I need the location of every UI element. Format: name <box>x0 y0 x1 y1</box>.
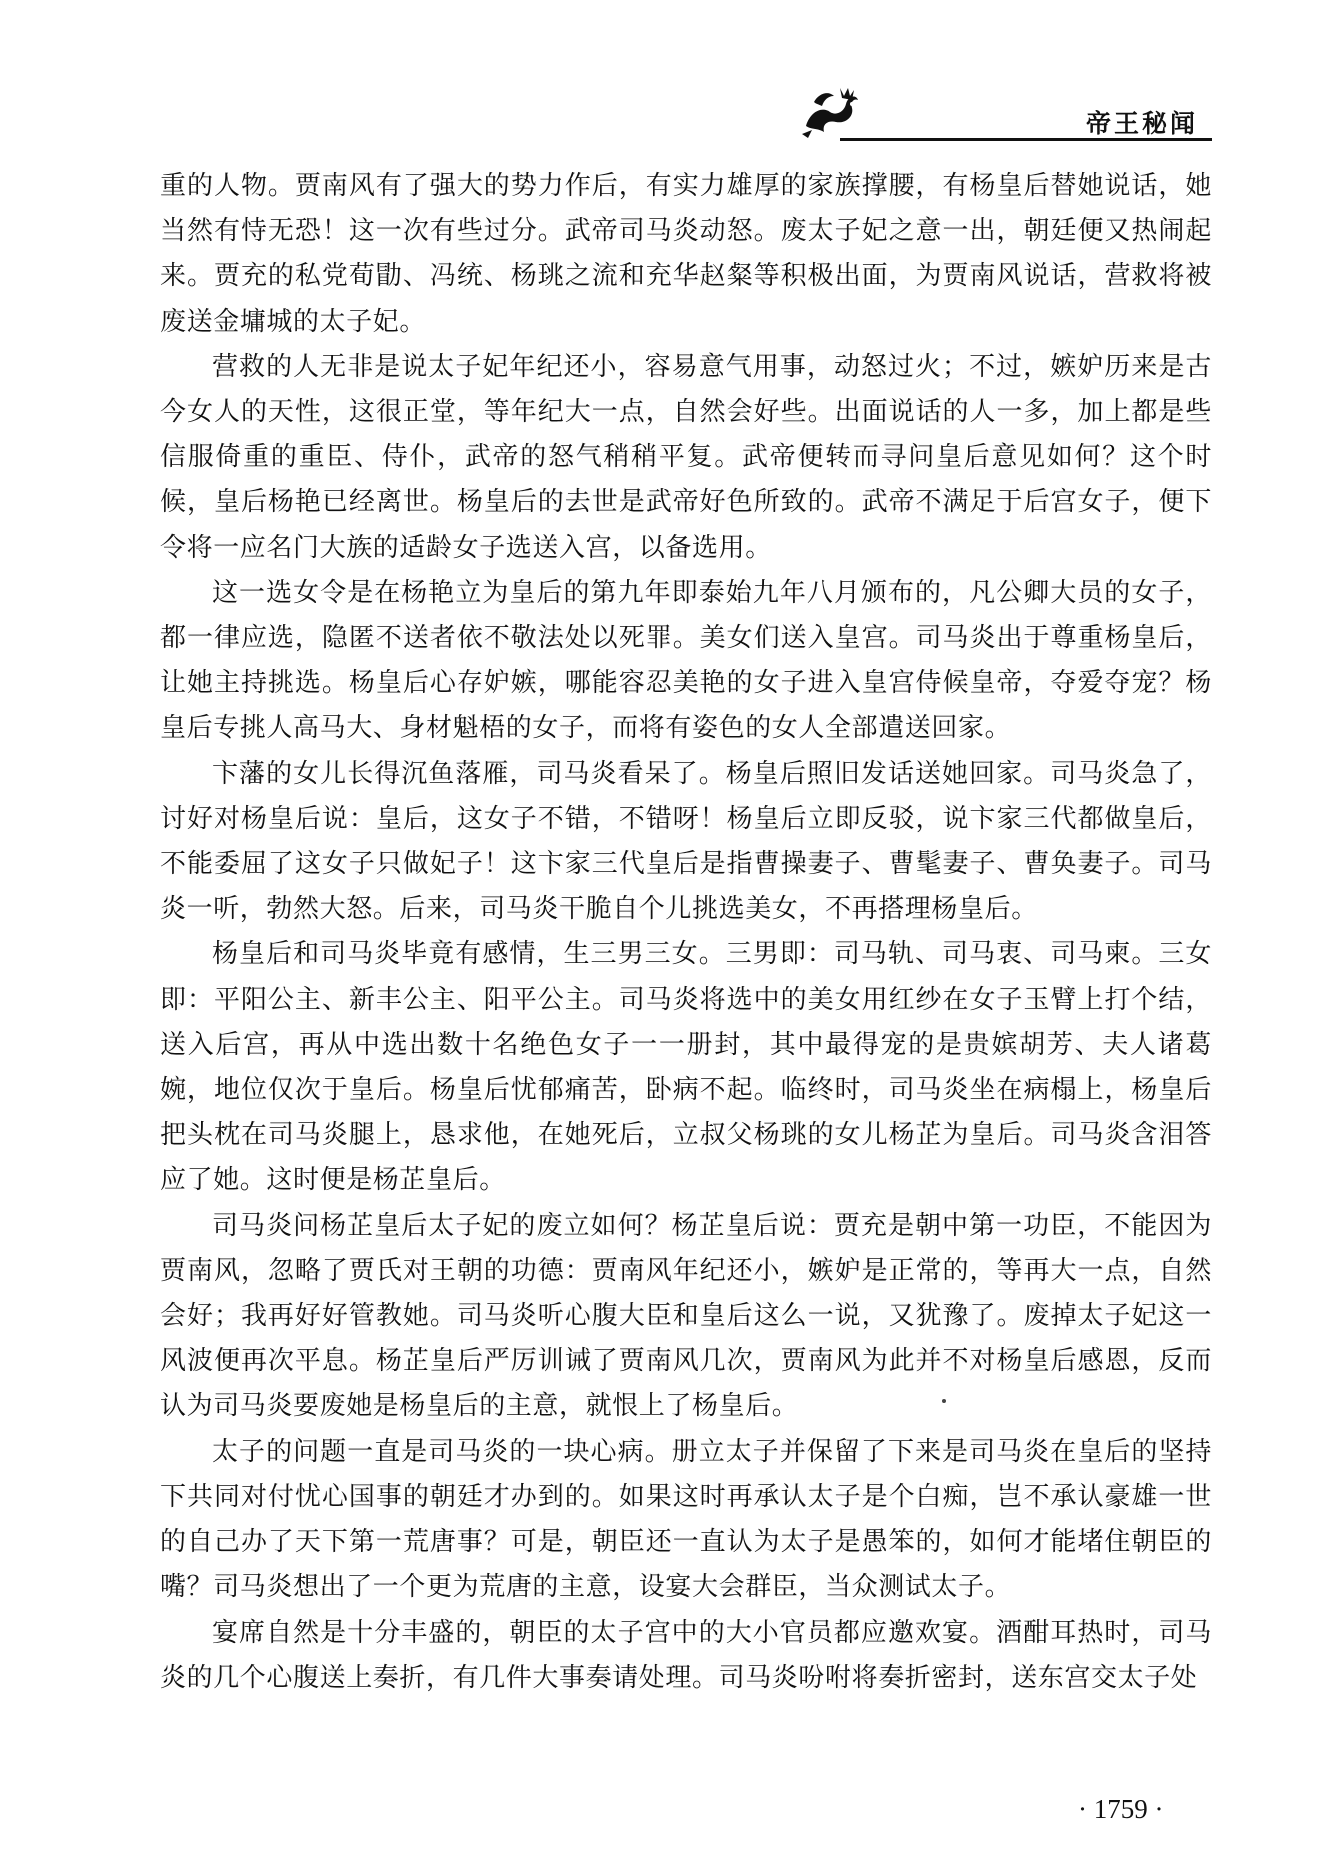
paragraph: 司马炎问杨芷皇后太子妃的废立如何？杨芷皇后说：贾充是朝中第一功臣，不能因为贾南风，忽略了贾氏对王朝的功德：贾南风年纪还小，嫉妒是正常的，等再大一点，自然会好；我再好好管教她。司马炎听心腹大臣和皇后这么一说，又犹豫了。废掉太子妃这一风波便再次平息。杨芷皇后严厉训诫了贾南风几次，贾南风为此并不对杨皇后感恩，反而认为司马炎要废她是杨皇后的主意，就恨上了杨皇后。 <box>160 1210 1212 1422</box>
paragraph: 重的人物。贾南风有了强大的势力作后，有实力雄厚的家族撑腰，有杨皇后替她说话，她当然有恃无恐！这一次有些过分。武帝司马炎动怒。废太子妃之意一出，朝廷便又热闹起来。贾充的私党荀勖、冯统、杨珧之流和充华赵粲等积极出面，为贾南风说话，营救将被废送金墉城的太子妃。 <box>160 171 1212 337</box>
dragon-emblem-icon <box>800 82 862 140</box>
paragraph: 杨皇后和司马炎毕竟有感情，生三男三女。三男即：司马轨、司马衷、司马柬。三女即：平阳公主、新丰公主、阳平公主。司马炎将选中的美女用红纱在女子玉臂上打个结，送入后宫，再从中选出数十名绝色女子一一册封，其中最得宠的是贵嫔胡芳、夫人诸葛婉，地位仅次于皇后。杨皇后忧郁痛苦，卧病不起。临终时，司马炎坐在病榻上，杨皇后把头枕在司马炎腿上，恳求他，在她死后，立叔父杨珧的女儿杨芷为皇后。司马炎含泪答应了她。这时便是杨芷皇后。 <box>160 939 1212 1196</box>
body-text <box>160 164 1212 1701</box>
scan-speck <box>942 1399 946 1403</box>
paragraph: 这一选女令是在杨艳立为皇后的第九年即泰始九年八月颁布的，凡公卿大员的女子，都一律应选，隐匿不送者依不敬法处以死罪。美女们送入皇宫。司马炎出于尊重杨皇后，让她主持挑选。杨皇后心存妒嫉，哪能容忍美艳的女子进入皇宫侍候皇帝，夺爱夺宠？杨皇后专挑人高马大、身材魁梧的女子，而将有姿色的女人全部遣送回家。 <box>160 577 1212 744</box>
page-number: · 1759 · <box>1078 1794 1164 1824</box>
paragraph: 营救的人无非是说太子妃年纪还小，容易意气用事，动怒过火；不过，嫉妒历来是古今女人的天性，这很正堂，等年纪大一点，自然会好些。出面说话的人一多，加上都是些信服倚重的重臣、侍仆，武帝的怒气稍稍平复。武帝便转而寻问皇后意见如何？这个时候，皇后杨艳已经离世。杨皇后的去世是武帝好色所致的。武帝不满足于后宫女子，便下令将一应名门大族的适龄女子选送入宫，以备选用。 <box>160 351 1212 563</box>
paragraph: 宴席自然是十分丰盛的，朝臣的太子宫中的大小官员都应邀欢宴。酒酣耳热时，司马炎的几个心腹送上奏折，有几件大事奏请处理。司马炎吩咐将奏折密封，送东宫交太子处 <box>160 1617 1212 1693</box>
paragraph: 太子的问题一直是司马炎的一块心病。册立太子并保留了下来是司马炎在皇后的坚持下共同对付忧心国事的朝廷才办到的。如果这时再承认太子是个白痴，岂不承认豪雄一世的自己办了天下第一荒唐事？可是，朝臣还一直认为太子是愚笨的，如何才能堵住朝臣的嘴？司马炎想出了一个更为荒唐的主意，设宴大会群臣，当众测试太子。 <box>160 1436 1212 1603</box>
running-header <box>0 0 1322 150</box>
paragraph: 卞藩的女儿长得沉鱼落雁，司马炎看呆了。杨皇后照旧发话送她回家。司马炎急了，讨好对杨皇后说：皇后，这女子不错，不错呀！杨皇后立即反驳，说卞家三代都做皇后，不能委屈了这女子只做妃子！这卞家三代皇后是指曹操妻子、曹髦妻子、曹奂妻子。司马炎一听，勃然大怒。后来，司马炎干脆自个儿挑选美女，不再搭理杨皇后。 <box>160 758 1212 925</box>
header-rule <box>840 138 1212 141</box>
section-title: 帝王秘闻 <box>1086 109 1199 138</box>
